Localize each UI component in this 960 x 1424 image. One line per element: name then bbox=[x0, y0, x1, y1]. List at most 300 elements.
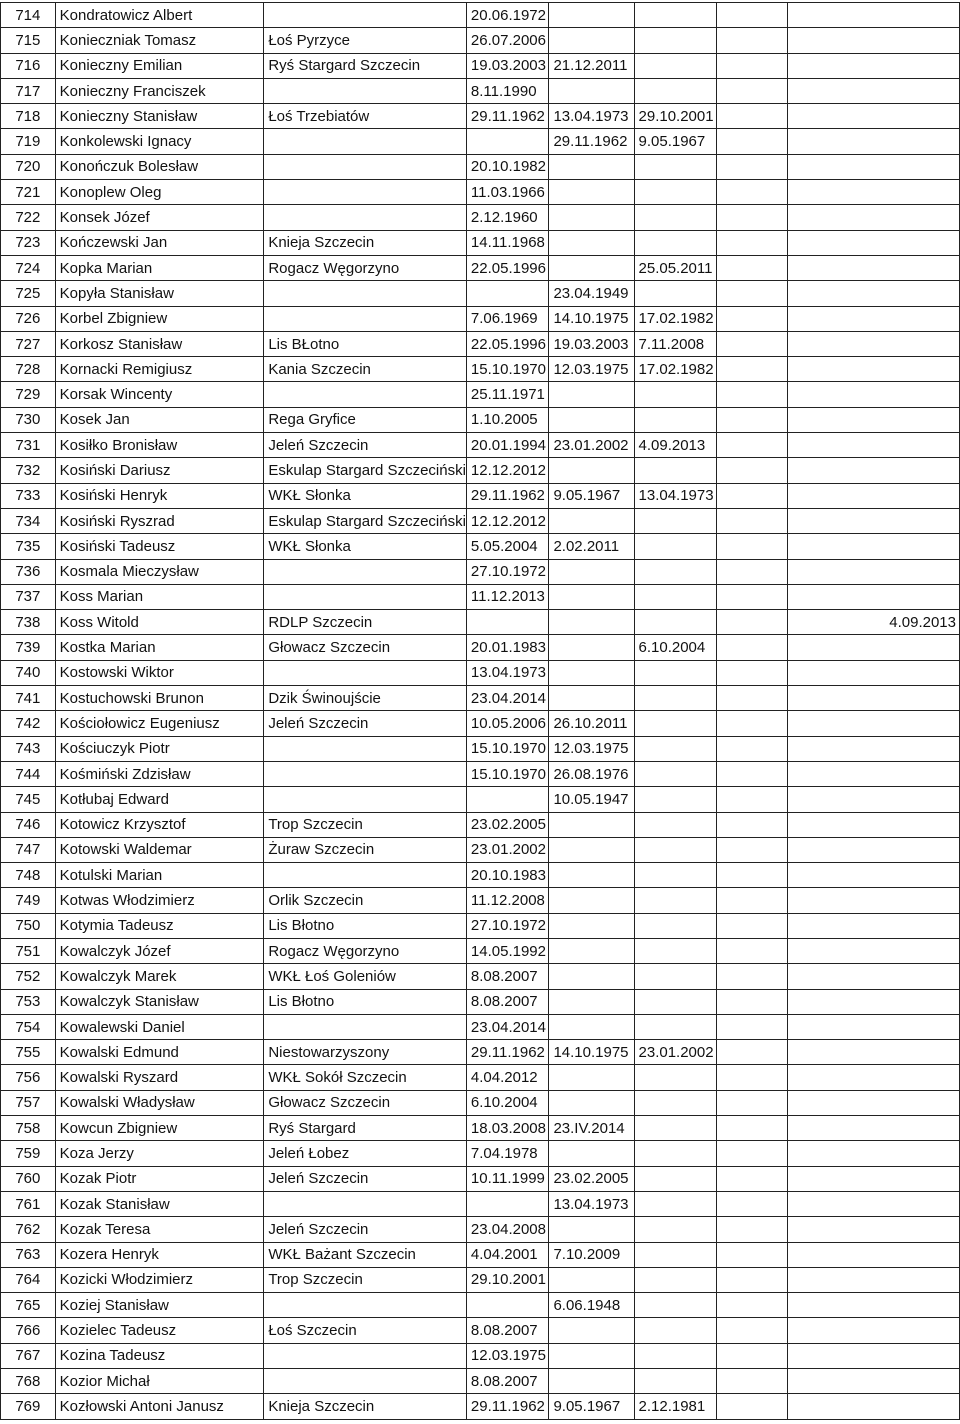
member-name-cell: Kosmala Mieczysław bbox=[55, 559, 264, 584]
table-row bbox=[1, 711, 960, 736]
date-1-cell bbox=[466, 281, 549, 306]
table-row bbox=[1, 1293, 960, 1318]
row-number-cell: 717 bbox=[1, 78, 56, 103]
date-3-cell bbox=[634, 610, 717, 635]
club-name-cell: Eskulap Stargard Szczeciński bbox=[264, 458, 467, 483]
date-3-cell: 17.02.1982 bbox=[634, 357, 717, 382]
row-number-cell: 763 bbox=[1, 1242, 56, 1267]
table-row bbox=[1, 1191, 960, 1216]
date-1-cell: 6.10.2004 bbox=[466, 1090, 549, 1115]
date-2-cell: 12.03.1975 bbox=[549, 357, 634, 382]
date-4-cell bbox=[717, 104, 788, 129]
date-4-cell bbox=[717, 1318, 788, 1343]
date-1-cell: 29.11.1962 bbox=[466, 1040, 549, 1065]
date-4-cell bbox=[717, 1343, 788, 1368]
member-name-cell: Kowalski Edmund bbox=[55, 1040, 264, 1065]
table-row bbox=[1, 1065, 960, 1090]
date-4-cell bbox=[717, 938, 788, 963]
date-3-cell bbox=[634, 1141, 717, 1166]
date-3-cell bbox=[634, 1090, 717, 1115]
date-2-cell bbox=[549, 584, 634, 609]
date-3-cell bbox=[634, 1318, 717, 1343]
club-name-cell: Jeleń Szczecin bbox=[264, 1217, 467, 1242]
member-name-cell: Kozior Michał bbox=[55, 1369, 264, 1394]
row-number-cell: 721 bbox=[1, 180, 56, 205]
date-2-cell: 12.03.1975 bbox=[549, 736, 634, 761]
club-name-cell: Lis Błotno bbox=[264, 913, 467, 938]
date-2-cell bbox=[549, 458, 634, 483]
row-number-cell: 761 bbox=[1, 1191, 56, 1216]
table-row bbox=[1, 1242, 960, 1267]
row-number-cell: 750 bbox=[1, 913, 56, 938]
table-row bbox=[1, 281, 960, 306]
row-number-cell: 759 bbox=[1, 1141, 56, 1166]
club-name-cell: Orlik Szczecin bbox=[264, 888, 467, 913]
date-5-cell bbox=[787, 761, 959, 786]
row-number-cell: 754 bbox=[1, 1014, 56, 1039]
date-1-cell: 14.05.1992 bbox=[466, 938, 549, 963]
member-name-cell: Koss Witold bbox=[55, 610, 264, 635]
table-row bbox=[1, 787, 960, 812]
date-1-cell: 8.08.2007 bbox=[466, 964, 549, 989]
date-2-cell bbox=[549, 382, 634, 407]
member-name-cell: Konieczny Stanisław bbox=[55, 104, 264, 129]
date-2-cell: 23.02.2005 bbox=[549, 1166, 634, 1191]
member-name-cell: Kowalczyk Marek bbox=[55, 964, 264, 989]
date-4-cell bbox=[717, 53, 788, 78]
date-2-cell: 26.10.2011 bbox=[549, 711, 634, 736]
date-5-cell bbox=[787, 1116, 959, 1141]
row-number-cell: 728 bbox=[1, 357, 56, 382]
member-name-cell: Konończuk Bolesław bbox=[55, 154, 264, 179]
date-4-cell bbox=[717, 787, 788, 812]
date-1-cell bbox=[466, 787, 549, 812]
member-name-cell: Kowcun Zbigniew bbox=[55, 1116, 264, 1141]
date-1-cell: 11.03.1966 bbox=[466, 180, 549, 205]
date-1-cell: 8.11.1990 bbox=[466, 78, 549, 103]
date-4-cell bbox=[717, 1116, 788, 1141]
table-row bbox=[1, 584, 960, 609]
member-name-cell: Konieczny Franciszek bbox=[55, 78, 264, 103]
club-name-cell bbox=[264, 154, 467, 179]
row-number-cell: 739 bbox=[1, 635, 56, 660]
row-number-cell: 764 bbox=[1, 1267, 56, 1292]
date-4-cell bbox=[717, 1293, 788, 1318]
row-number-cell: 715 bbox=[1, 28, 56, 53]
table-row bbox=[1, 78, 960, 103]
date-3-cell bbox=[634, 407, 717, 432]
date-4-cell bbox=[717, 357, 788, 382]
date-5-cell bbox=[787, 1394, 959, 1419]
member-name-cell: Konieczny Emilian bbox=[55, 53, 264, 78]
table-row bbox=[1, 53, 960, 78]
date-5-cell bbox=[787, 281, 959, 306]
date-1-cell: 1.10.2005 bbox=[466, 407, 549, 432]
club-name-cell: Łoś Trzebiatów bbox=[264, 104, 467, 129]
row-number-cell: 768 bbox=[1, 1369, 56, 1394]
member-name-cell: Koss Marian bbox=[55, 584, 264, 609]
date-2-cell bbox=[549, 888, 634, 913]
club-name-cell: Jeleń Szczecin bbox=[264, 1166, 467, 1191]
date-2-cell: 13.04.1973 bbox=[549, 104, 634, 129]
date-3-cell: 13.04.1973 bbox=[634, 483, 717, 508]
date-3-cell bbox=[634, 1217, 717, 1242]
club-name-cell bbox=[264, 281, 467, 306]
row-number-cell: 758 bbox=[1, 1116, 56, 1141]
row-number-cell: 720 bbox=[1, 154, 56, 179]
date-5-cell bbox=[787, 584, 959, 609]
table-row bbox=[1, 1217, 960, 1242]
date-3-cell bbox=[634, 812, 717, 837]
date-5-cell bbox=[787, 1065, 959, 1090]
member-name-cell: Kowalczyk Stanisław bbox=[55, 989, 264, 1014]
date-3-cell bbox=[634, 787, 717, 812]
club-name-cell: Niestowarzyszony bbox=[264, 1040, 467, 1065]
club-name-cell bbox=[264, 1293, 467, 1318]
date-2-cell: 23.04.1949 bbox=[549, 281, 634, 306]
date-2-cell: 23.IV.2014 bbox=[549, 1116, 634, 1141]
date-4-cell bbox=[717, 863, 788, 888]
date-4-cell bbox=[717, 888, 788, 913]
member-name-cell: Kotymia Tadeusz bbox=[55, 913, 264, 938]
date-3-cell bbox=[634, 534, 717, 559]
date-2-cell: 9.05.1967 bbox=[549, 1394, 634, 1419]
date-2-cell bbox=[549, 508, 634, 533]
date-1-cell bbox=[466, 1293, 549, 1318]
date-2-cell bbox=[549, 1090, 634, 1115]
date-1-cell: 7.04.1978 bbox=[466, 1141, 549, 1166]
date-4-cell bbox=[717, 1394, 788, 1419]
date-2-cell bbox=[549, 28, 634, 53]
table-row bbox=[1, 1166, 960, 1191]
date-4-cell bbox=[717, 230, 788, 255]
date-1-cell: 20.10.1983 bbox=[466, 863, 549, 888]
row-number-cell: 738 bbox=[1, 610, 56, 635]
date-3-cell bbox=[634, 863, 717, 888]
date-5-cell bbox=[787, 357, 959, 382]
date-5-cell bbox=[787, 1166, 959, 1191]
date-3-cell bbox=[634, 180, 717, 205]
row-number-cell: 752 bbox=[1, 964, 56, 989]
date-3-cell: 4.09.2013 bbox=[634, 433, 717, 458]
table-row bbox=[1, 1369, 960, 1394]
member-name-cell: Kozielec Tadeusz bbox=[55, 1318, 264, 1343]
club-name-cell: Głowacz Szczecin bbox=[264, 635, 467, 660]
row-number-cell: 734 bbox=[1, 508, 56, 533]
row-number-cell: 762 bbox=[1, 1217, 56, 1242]
club-name-cell: Trop Szczecin bbox=[264, 812, 467, 837]
date-1-cell: 5.05.2004 bbox=[466, 534, 549, 559]
club-name-cell: Kania Szczecin bbox=[264, 357, 467, 382]
member-name-cell: Kowalski Władysław bbox=[55, 1090, 264, 1115]
table-row bbox=[1, 3, 960, 28]
date-1-cell: 4.04.2012 bbox=[466, 1065, 549, 1090]
table-row bbox=[1, 154, 960, 179]
club-name-cell: Rega Gryfice bbox=[264, 407, 467, 432]
club-name-cell bbox=[264, 660, 467, 685]
date-1-cell: 12.03.1975 bbox=[466, 1343, 549, 1368]
member-name-cell: Kosiński Dariusz bbox=[55, 458, 264, 483]
date-1-cell: 23.04.2014 bbox=[466, 1014, 549, 1039]
table-row bbox=[1, 1267, 960, 1292]
date-5-cell bbox=[787, 1369, 959, 1394]
club-name-cell bbox=[264, 1343, 467, 1368]
date-5-cell bbox=[787, 1343, 959, 1368]
club-name-cell: Dzik Świnoujście bbox=[264, 686, 467, 711]
table-row bbox=[1, 230, 960, 255]
date-4-cell bbox=[717, 281, 788, 306]
date-1-cell bbox=[466, 1191, 549, 1216]
date-4-cell bbox=[717, 1242, 788, 1267]
row-number-cell: 741 bbox=[1, 686, 56, 711]
member-name-cell: Kotłubaj Edward bbox=[55, 787, 264, 812]
row-number-cell: 735 bbox=[1, 534, 56, 559]
member-name-cell: Konoplew Oleg bbox=[55, 180, 264, 205]
member-name-cell: Kotowski Waldemar bbox=[55, 837, 264, 862]
date-5-cell bbox=[787, 534, 959, 559]
date-5-cell bbox=[787, 1293, 959, 1318]
club-name-cell: WKŁ Sokół Szczecin bbox=[264, 1065, 467, 1090]
club-name-cell: WKŁ Łoś Goleniów bbox=[264, 964, 467, 989]
date-5-cell bbox=[787, 1191, 959, 1216]
date-2-cell bbox=[549, 686, 634, 711]
date-2-cell: 10.05.1947 bbox=[549, 787, 634, 812]
club-name-cell: Ryś Stargard bbox=[264, 1116, 467, 1141]
date-1-cell: 29.11.1962 bbox=[466, 483, 549, 508]
member-name-cell: Kostka Marian bbox=[55, 635, 264, 660]
date-3-cell bbox=[634, 938, 717, 963]
date-4-cell bbox=[717, 1166, 788, 1191]
date-5-cell bbox=[787, 382, 959, 407]
club-name-cell: WKŁ Słonka bbox=[264, 534, 467, 559]
club-name-cell: Łoś Pyrzyce bbox=[264, 28, 467, 53]
table-body bbox=[1, 3, 960, 1420]
date-1-cell: 11.12.2013 bbox=[466, 584, 549, 609]
date-2-cell bbox=[549, 964, 634, 989]
date-1-cell: 15.10.1970 bbox=[466, 736, 549, 761]
table-row bbox=[1, 913, 960, 938]
date-4-cell bbox=[717, 736, 788, 761]
row-number-cell: 766 bbox=[1, 1318, 56, 1343]
date-3-cell: 25.05.2011 bbox=[634, 255, 717, 280]
member-name-cell: Kotwas Włodzimierz bbox=[55, 888, 264, 913]
date-3-cell bbox=[634, 559, 717, 584]
date-5-cell bbox=[787, 736, 959, 761]
date-1-cell: 18.03.2008 bbox=[466, 1116, 549, 1141]
date-2-cell bbox=[549, 1217, 634, 1242]
club-name-cell bbox=[264, 205, 467, 230]
date-1-cell: 12.12.2012 bbox=[466, 458, 549, 483]
row-number-cell: 755 bbox=[1, 1040, 56, 1065]
date-5-cell bbox=[787, 1318, 959, 1343]
table-row bbox=[1, 761, 960, 786]
row-number-cell: 733 bbox=[1, 483, 56, 508]
club-name-cell bbox=[264, 761, 467, 786]
date-2-cell bbox=[549, 635, 634, 660]
row-number-cell: 742 bbox=[1, 711, 56, 736]
date-5-cell bbox=[787, 1267, 959, 1292]
date-1-cell: 19.03.2003 bbox=[466, 53, 549, 78]
date-2-cell bbox=[549, 989, 634, 1014]
date-2-cell bbox=[549, 407, 634, 432]
date-3-cell bbox=[634, 281, 717, 306]
date-4-cell bbox=[717, 78, 788, 103]
date-2-cell: 13.04.1973 bbox=[549, 1191, 634, 1216]
table-row bbox=[1, 28, 960, 53]
member-name-cell: Kościołowicz Eugeniusz bbox=[55, 711, 264, 736]
date-4-cell bbox=[717, 559, 788, 584]
date-2-cell: 19.03.2003 bbox=[549, 331, 634, 356]
member-name-cell: Kończewski Jan bbox=[55, 230, 264, 255]
date-5-cell: 4.09.2013 bbox=[787, 610, 959, 635]
date-1-cell: 20.01.1983 bbox=[466, 635, 549, 660]
date-5-cell bbox=[787, 53, 959, 78]
table-row bbox=[1, 736, 960, 761]
date-3-cell bbox=[634, 205, 717, 230]
date-4-cell bbox=[717, 1217, 788, 1242]
member-name-cell: Kosiński Ryszrad bbox=[55, 508, 264, 533]
row-number-cell: 767 bbox=[1, 1343, 56, 1368]
member-name-cell: Korkosz Stanisław bbox=[55, 331, 264, 356]
member-name-cell: Korbel Zbigniew bbox=[55, 306, 264, 331]
club-name-cell: Knieja Szczecin bbox=[264, 1394, 467, 1419]
member-name-cell: Kornacki Remigiusz bbox=[55, 357, 264, 382]
member-name-cell: Kozłowski Antoni Janusz bbox=[55, 1394, 264, 1419]
table-row bbox=[1, 255, 960, 280]
date-5-cell bbox=[787, 331, 959, 356]
member-name-cell: Kotowicz Krzysztof bbox=[55, 812, 264, 837]
date-3-cell: 2.12.1981 bbox=[634, 1394, 717, 1419]
date-1-cell: 4.04.2001 bbox=[466, 1242, 549, 1267]
date-5-cell bbox=[787, 129, 959, 154]
date-4-cell bbox=[717, 1014, 788, 1039]
member-name-cell: Konieczniak Tomasz bbox=[55, 28, 264, 53]
date-1-cell: 10.05.2006 bbox=[466, 711, 549, 736]
date-3-cell bbox=[634, 230, 717, 255]
date-4-cell bbox=[717, 433, 788, 458]
date-2-cell: 7.10.2009 bbox=[549, 1242, 634, 1267]
member-name-cell: Kostowski Wiktor bbox=[55, 660, 264, 685]
date-3-cell: 7.11.2008 bbox=[634, 331, 717, 356]
date-1-cell: 8.08.2007 bbox=[466, 1318, 549, 1343]
date-3-cell: 6.10.2004 bbox=[634, 635, 717, 660]
club-name-cell bbox=[264, 1369, 467, 1394]
table-row bbox=[1, 812, 960, 837]
date-3-cell bbox=[634, 711, 717, 736]
table-row bbox=[1, 1141, 960, 1166]
date-3-cell: 29.10.2001 bbox=[634, 104, 717, 129]
date-2-cell bbox=[549, 154, 634, 179]
date-5-cell bbox=[787, 913, 959, 938]
date-1-cell: 23.02.2005 bbox=[466, 812, 549, 837]
date-3-cell bbox=[634, 1065, 717, 1090]
member-name-cell: Kowalczyk Józef bbox=[55, 938, 264, 963]
row-number-cell: 731 bbox=[1, 433, 56, 458]
date-1-cell: 8.08.2007 bbox=[466, 1369, 549, 1394]
date-4-cell bbox=[717, 306, 788, 331]
row-number-cell: 747 bbox=[1, 837, 56, 862]
date-1-cell: 12.12.2012 bbox=[466, 508, 549, 533]
row-number-cell: 722 bbox=[1, 205, 56, 230]
date-5-cell bbox=[787, 837, 959, 862]
date-5-cell bbox=[787, 230, 959, 255]
date-4-cell bbox=[717, 382, 788, 407]
date-4-cell bbox=[717, 129, 788, 154]
row-number-cell: 745 bbox=[1, 787, 56, 812]
date-3-cell bbox=[634, 837, 717, 862]
row-number-cell: 729 bbox=[1, 382, 56, 407]
date-3-cell bbox=[634, 736, 717, 761]
row-number-cell: 723 bbox=[1, 230, 56, 255]
table-row bbox=[1, 1090, 960, 1115]
date-1-cell: 27.10.1972 bbox=[466, 559, 549, 584]
date-4-cell bbox=[717, 837, 788, 862]
club-name-cell bbox=[264, 78, 467, 103]
table-row bbox=[1, 306, 960, 331]
member-name-cell: Kozak Stanisław bbox=[55, 1191, 264, 1216]
date-4-cell bbox=[717, 508, 788, 533]
table-row bbox=[1, 863, 960, 888]
date-2-cell: 14.10.1975 bbox=[549, 306, 634, 331]
table-row bbox=[1, 407, 960, 432]
table-row bbox=[1, 129, 960, 154]
date-3-cell bbox=[634, 154, 717, 179]
date-4-cell bbox=[717, 483, 788, 508]
table-row bbox=[1, 357, 960, 382]
date-4-cell bbox=[717, 686, 788, 711]
date-4-cell bbox=[717, 1141, 788, 1166]
row-number-cell: 744 bbox=[1, 761, 56, 786]
club-name-cell: Eskulap Stargard Szczeciński bbox=[264, 508, 467, 533]
table-row bbox=[1, 433, 960, 458]
date-2-cell bbox=[549, 863, 634, 888]
date-5-cell bbox=[787, 28, 959, 53]
club-name-cell: Rogacz Węgorzyno bbox=[264, 255, 467, 280]
member-name-cell: Kosek Jan bbox=[55, 407, 264, 432]
row-number-cell: 753 bbox=[1, 989, 56, 1014]
date-3-cell bbox=[634, 1166, 717, 1191]
date-3-cell bbox=[634, 888, 717, 913]
member-name-cell: Konkolewski Ignacy bbox=[55, 129, 264, 154]
row-number-cell: 716 bbox=[1, 53, 56, 78]
date-1-cell: 23.04.2014 bbox=[466, 686, 549, 711]
date-5-cell bbox=[787, 1217, 959, 1242]
date-4-cell bbox=[717, 534, 788, 559]
club-name-cell bbox=[264, 863, 467, 888]
row-number-cell: 736 bbox=[1, 559, 56, 584]
date-3-cell bbox=[634, 3, 717, 28]
date-2-cell bbox=[549, 938, 634, 963]
club-name-cell: Jeleń Łobez bbox=[264, 1141, 467, 1166]
date-4-cell bbox=[717, 331, 788, 356]
date-4-cell bbox=[717, 1267, 788, 1292]
date-4-cell bbox=[717, 964, 788, 989]
date-4-cell bbox=[717, 913, 788, 938]
date-5-cell bbox=[787, 180, 959, 205]
club-name-cell: Jeleń Szczecin bbox=[264, 433, 467, 458]
row-number-cell: 724 bbox=[1, 255, 56, 280]
date-5-cell bbox=[787, 787, 959, 812]
member-name-cell: Kostuchowski Brunon bbox=[55, 686, 264, 711]
club-name-cell: WKŁ Słonka bbox=[264, 483, 467, 508]
row-number-cell: 748 bbox=[1, 863, 56, 888]
date-2-cell bbox=[549, 559, 634, 584]
date-2-cell bbox=[549, 1318, 634, 1343]
date-1-cell bbox=[466, 610, 549, 635]
row-number-cell: 756 bbox=[1, 1065, 56, 1090]
table-row bbox=[1, 989, 960, 1014]
date-2-cell bbox=[549, 1343, 634, 1368]
